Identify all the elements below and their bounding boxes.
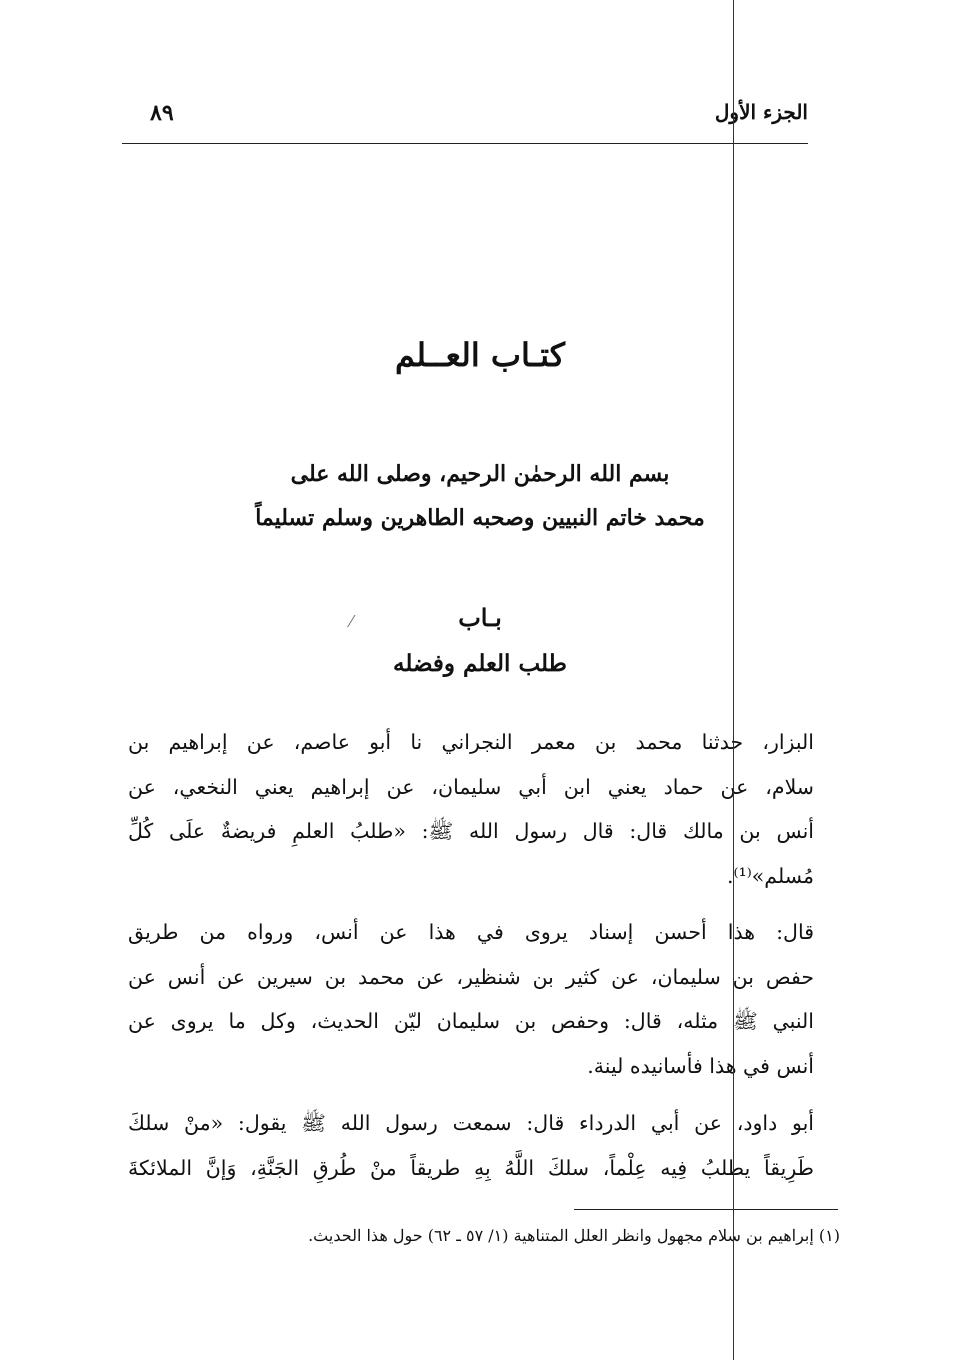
chapter-title: طلب العلم وفضله [393, 650, 567, 677]
text-line: طَرِيقاً يطلبُ فِيه عِلْماً، سلكَ اللَّهُ بِهِ طريقاً منْ طُرقِ الجَنَّةِ، وَإنَّ الملائكةَ [128, 1155, 814, 1180]
text-line: سلام، عن حماد يعني ابن أبي سليمان، عن إبراهيم يعني النخعي، عن [128, 774, 814, 799]
stray-mark: ⁄ [350, 612, 353, 631]
paragraph [128, 910, 814, 1088]
page-header [122, 100, 808, 134]
footnote-rule [574, 1209, 838, 1210]
basmala-line: محمد خاتم النبيين وصحبه الطاهرين وسلم تسليماً [255, 505, 705, 531]
text-line: أنس في هذا فأسانيده لينة. [587, 1053, 814, 1078]
header-rule [122, 143, 808, 144]
scan-fold-line [733, 0, 734, 1360]
text-line: البزار، حدثنا محمد بن معمر النجراني نا أبو عاصم، عن إبراهيم بن [128, 730, 814, 754]
basmala [200, 452, 760, 540]
book-title: كتـاب العــلم [395, 336, 565, 374]
footnote: (١) إبراهيم بن سلام مجهول وانظر العلل المتناهية (١/ ٥٧ ـ ٦٢) حول هذا الحديث. [308, 1226, 840, 1245]
text-line: حفص بن سليمان، عن كثير بن شنظير، عن محمد بن سيرين عن أنس عن [128, 964, 814, 989]
page-number: ٨٩ [150, 100, 174, 126]
text-line: أنس بن مالك قال: قال رسول الله ﷺ: «طلبُ العلمِ فريضةٌ علَى كُلِّ [128, 819, 814, 843]
text-line: أبو داود، عن أبي الدرداء قال: سمعت رسول الله ﷺ يقول: «منْ سلكَ [128, 1111, 814, 1135]
text-line: مُسلم»⁽¹⁾. [726, 863, 814, 888]
paragraph [128, 1101, 814, 1190]
basmala-line: بسم الله الرحمٰن الرحيم، وصلى الله على [290, 461, 670, 487]
chapter-label: بـاب [458, 603, 502, 632]
text-line: قال: هذا أحسن إسناد يروى في هذا عن أنس، ورواه من طريق [128, 920, 814, 944]
paragraph [128, 720, 814, 898]
text-line: النبي ﷺ مثله، قال: وحفص بن سليمان ليّن الحديث، وكل ما يروى عن [128, 1009, 814, 1033]
running-head: الجزء الأول [714, 100, 808, 124]
